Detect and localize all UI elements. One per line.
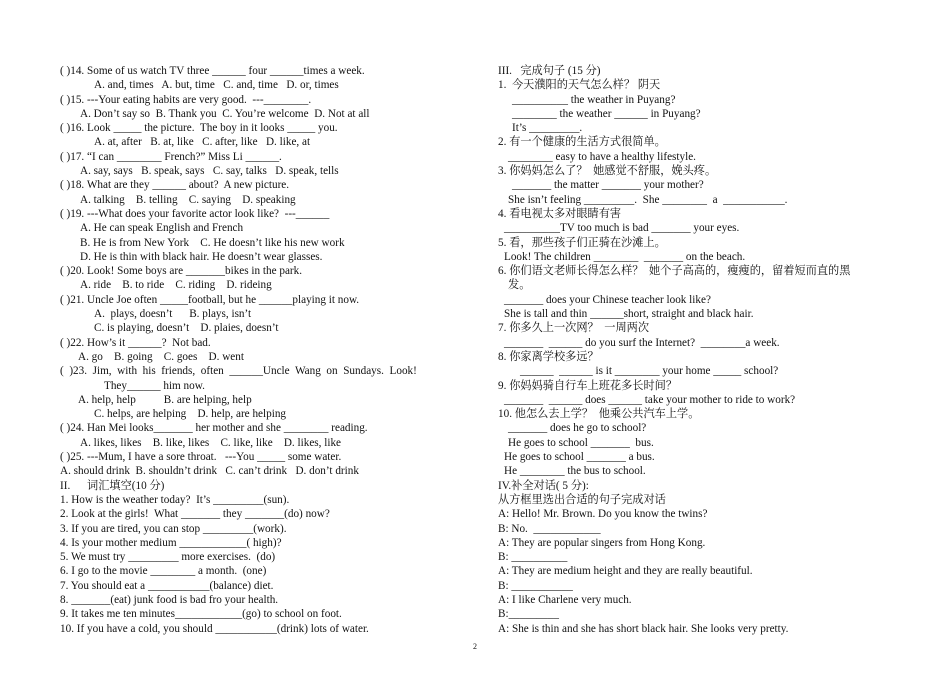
- question-17: ( )17. “I can ________ French?” Miss Li ______.: [60, 150, 282, 163]
- sentence-3-line-1: _______ the matter _______ your mother?: [512, 179, 704, 192]
- sentence-2-prompt: 2. 有一个健康的生活方式很简单。: [498, 136, 666, 149]
- question-24: ( )24. Han Mei looks_______ her mother and she ________ reading.: [60, 422, 368, 435]
- sentence-6-prompt-continued: 发。: [508, 279, 531, 292]
- question-23-option-cd: C. helps, are helping D. help, are helping: [94, 408, 287, 421]
- sentence-10-line-1: _______ does he go to school?: [508, 422, 647, 435]
- dialog-line-6: B: ___________: [498, 579, 573, 592]
- sentence-6-line-1: _______ does your Chinese teacher look like?: [504, 293, 711, 306]
- left-column: [60, 64, 470, 636]
- sentence-7-line-1: _______ ______ do you surf the Internet? ________a week.: [504, 336, 780, 349]
- question-24-options: A. likes, likes B. like, likes C. like, like D. likes, like: [80, 436, 342, 449]
- section-iv-instruction: 从方框里选出合适的句子完成对话: [498, 493, 666, 506]
- sentence-10-line-3: He goes to school _______ a bus.: [504, 451, 655, 464]
- question-16: ( )16. Look _____ the picture. The boy in it looks _____ you.: [60, 122, 338, 135]
- section-iv-heading: IV.补全对话( 5 分):: [498, 479, 589, 492]
- question-16-options: A. at, after B. at, like C. after, like D. like, at: [94, 136, 311, 149]
- dialog-line-7: A: I like Charlene very much.: [498, 593, 632, 606]
- sentence-4-prompt: 4. 看电视太多对眼睛有害: [498, 207, 622, 220]
- dialog-line-4: B: __________: [498, 551, 568, 564]
- question-22-options: A. go B. going C. goes D. went: [78, 350, 244, 363]
- question-23: ( )23. Jim, with his friends, often ______Uncle Wang on Sundays. Look!: [60, 365, 417, 378]
- question-19-option-a: A. He can speak English and French: [80, 222, 244, 235]
- question-21: ( )21. Uncle Joe often _____football, but he ______playing it now.: [60, 293, 360, 306]
- sentence-8-line-1: ______ ______ is it ________ your home _____ school?: [520, 365, 779, 378]
- vocab-5: 5. We must try _________ more exercises. (do): [60, 551, 276, 564]
- dialog-line-3: A: They are popular singers from Hong Kong.: [498, 536, 706, 549]
- question-19-option-bc: B. He is from New York C. He doesn’t like his new work: [80, 236, 345, 249]
- sentence-7-prompt: 7. 你多久上一次网？ 一周两次: [498, 322, 650, 335]
- sentence-5-line-1: Look! The children ________ _______ on the beach.: [504, 250, 746, 263]
- sentence-6-prompt: 6. 你们语文老师长得怎么样？ 她个子高高的，瘦瘦的，留着短而直的黑: [498, 265, 851, 278]
- sentence-1-line-3: It’s _________.: [512, 122, 583, 135]
- dialog-line-8: B:_________: [498, 608, 559, 621]
- right-column: [498, 64, 898, 636]
- vocab-10: 10. If you have a cold, you should ___________(drink) lots of water.: [60, 622, 369, 635]
- question-19-option-d: D. He is thin with black hair. He doesn’t wear glasses.: [80, 250, 323, 263]
- question-22: ( )22. How’s it ______? Not bad.: [60, 336, 211, 349]
- vocab-8: 8. _______(eat) junk food is bad fro your health.: [60, 593, 279, 606]
- sentence-10-prompt: 10. 他怎么去上学？ 他乘公共汽车上学。: [498, 408, 700, 421]
- question-17-options: A. say, says B. speak, says C. say, talks D. speak, tells: [80, 165, 339, 178]
- question-14: ( )14. Some of us watch TV three ______ four ______times a week.: [60, 65, 365, 77]
- sentence-1-prompt: 1. 今天濮阳的天气怎么样？ 阴天: [498, 79, 661, 92]
- dialog-line-1: A: Hello! Mr. Brown. Do you know the twins?: [498, 508, 708, 521]
- sentence-1-line-2: ________ the weather ______ in Puyang?: [512, 107, 701, 120]
- vocab-9: 9. It takes me ten minutes____________(go) to school on foot.: [60, 608, 342, 621]
- question-18-options: A. talking B. telling C. saying D. speaking: [80, 193, 296, 206]
- question-14-options: A. and, times A. but, time C. and, time D. or, times: [94, 79, 339, 92]
- question-25-options: A. should drink B. shouldn’t drink C. can’t drink D. don’t drink: [60, 465, 359, 478]
- section-ii-heading: II. 词汇填空(10 分): [60, 479, 165, 492]
- question-21-option-ab: A. plays, doesn’t B. plays, isn’t: [94, 308, 252, 321]
- sentence-3-prompt: 3. 你妈妈怎么了？ 她感觉不舒服，娩头疼。: [498, 165, 717, 178]
- question-19: ( )19. ---What does your favorite actor look like? ---______: [60, 207, 330, 220]
- question-20: ( )20. Look! Some boys are _______bikes in the park.: [60, 265, 303, 278]
- question-21-option-cd: C. is playing, doesn’t D. plaies, doesn’t: [94, 322, 279, 335]
- vocab-1: 1. How is the weather today? It’s _________(sun).: [60, 493, 290, 506]
- question-15: ( )15. ---Your eating habits are very good. ---________.: [60, 93, 312, 106]
- sentence-5-prompt: 5. 看，那些孩子们正骑在沙滩上。: [498, 236, 666, 249]
- section-iii-heading: III. 完成句子 (15 分): [498, 65, 601, 77]
- dialog-line-2: B: No. ____________: [498, 522, 601, 535]
- vocab-4: 4. Is your mother medium ____________( high)?: [60, 536, 282, 549]
- sentence-4-line-1: __________TV too much is bad _______ your eyes.: [504, 222, 740, 235]
- sentence-3-line-2: She isn’t feeling _________. She ________ a ___________.: [508, 193, 788, 206]
- question-15-options: A. Don’t say so B. Thank you C. You’re welcome D. Not at all: [80, 107, 370, 120]
- sentence-2-line-1: ________ easy to have a healthy lifestyle.: [508, 150, 696, 163]
- vocab-3: 3. If you are tired, you can stop _________(work).: [60, 522, 287, 535]
- question-20-options: A. ride B. to ride C. riding D. rideing: [80, 279, 272, 292]
- sentence-10-line-2: He goes to school _______ bus.: [508, 436, 654, 449]
- page-number: 2: [473, 642, 477, 651]
- dialog-line-9: A: She is thin and she has short black hair. She looks very pretty.: [498, 622, 789, 635]
- question-18: ( )18. What are they ______ about? A new picture.: [60, 179, 290, 192]
- sentence-9-line-1: _______ ______ does ______ take your mother to ride to work?: [504, 393, 796, 406]
- sentence-9-prompt: 9. 你妈妈骑自行车上班花多长时间？: [498, 379, 678, 392]
- sentence-1-line-1: __________ the weather in Puyang?: [512, 93, 676, 106]
- sentence-8-prompt: 8. 你家离学校多远？: [498, 350, 599, 363]
- vocab-7: 7. You should eat a ___________(balance) diet.: [60, 579, 274, 592]
- question-25: ( )25. ---Mum, I have a sore throat. ---You _____ some water.: [60, 451, 342, 464]
- sentence-6-line-2: She is tall and thin ______short, straight and black hair.: [504, 308, 754, 321]
- vocab-6: 6. I go to the movie ________ a month. (one): [60, 565, 267, 578]
- question-23-continued: They______ him now.: [104, 379, 205, 392]
- question-23-option-ab: A. help, help B. are helping, help: [78, 393, 252, 406]
- vocab-2: 2. Look at the girls! What _______ they _______(do) now?: [60, 508, 330, 521]
- dialog-line-5: A: They are medium height and they are really beautiful.: [498, 565, 753, 578]
- sentence-10-line-4: He ________ the bus to school.: [504, 465, 646, 478]
